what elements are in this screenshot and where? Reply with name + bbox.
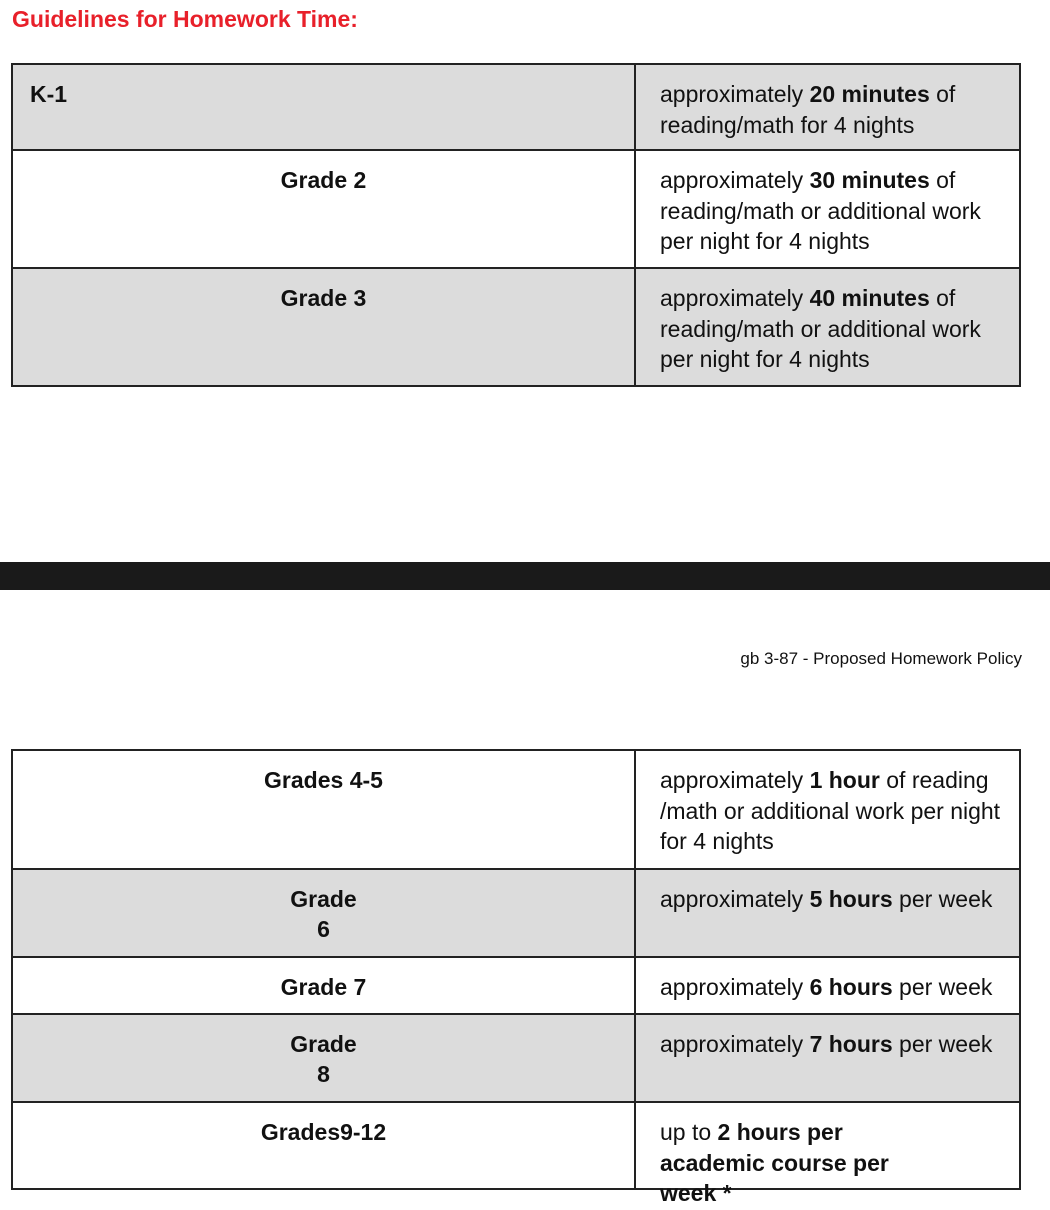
grade-cell: Grade 3 (13, 269, 636, 385)
grade-cell: Grade 2 (13, 151, 636, 267)
table-row (13, 1013, 1019, 1101)
table-row (13, 267, 1019, 385)
guideline-cell: approximately 1 hour of reading /math or additional work per night for 4 nights (660, 767, 1001, 854)
homework-table-1 (11, 63, 1021, 387)
table-row (13, 868, 1019, 956)
table-row (13, 956, 1019, 1013)
guideline-cell: approximately 20 minutes of reading/math for 4 nights (660, 81, 956, 138)
page-break-band (0, 562, 1050, 590)
grade-cell: Grades9-12 (13, 1103, 636, 1188)
table-row (13, 1101, 1019, 1206)
guideline-cell: approximately 40 minutes of reading/math or additional work per night for 4 nights (660, 285, 981, 372)
homework-table-2 (11, 749, 1021, 1206)
page-title: Guidelines for Homework Time: (12, 6, 358, 32)
document-header-note: gb 3-87 - Proposed Homework Policy (740, 649, 1022, 668)
grade-cell: Grade 7 (13, 958, 636, 1013)
guideline-cell: approximately 7 hours per week (660, 1031, 993, 1057)
table-row (13, 751, 1019, 868)
table-row (13, 149, 1019, 267)
guideline-cell: approximately 5 hours per week (660, 886, 993, 912)
guideline-cell: up to 2 hours per academic course per week * (660, 1119, 889, 1206)
grade-cell: Grades 4-5 (13, 751, 636, 868)
grade-cell: Grade 6 (13, 870, 636, 956)
grade-cell: Grade 8 (13, 1015, 636, 1101)
table-row (13, 65, 1019, 149)
guideline-cell: approximately 30 minutes of reading/math or additional work per night for 4 nights (660, 167, 981, 254)
guideline-cell: approximately 6 hours per week (660, 974, 993, 1000)
grade-cell: K-1 (13, 65, 636, 149)
